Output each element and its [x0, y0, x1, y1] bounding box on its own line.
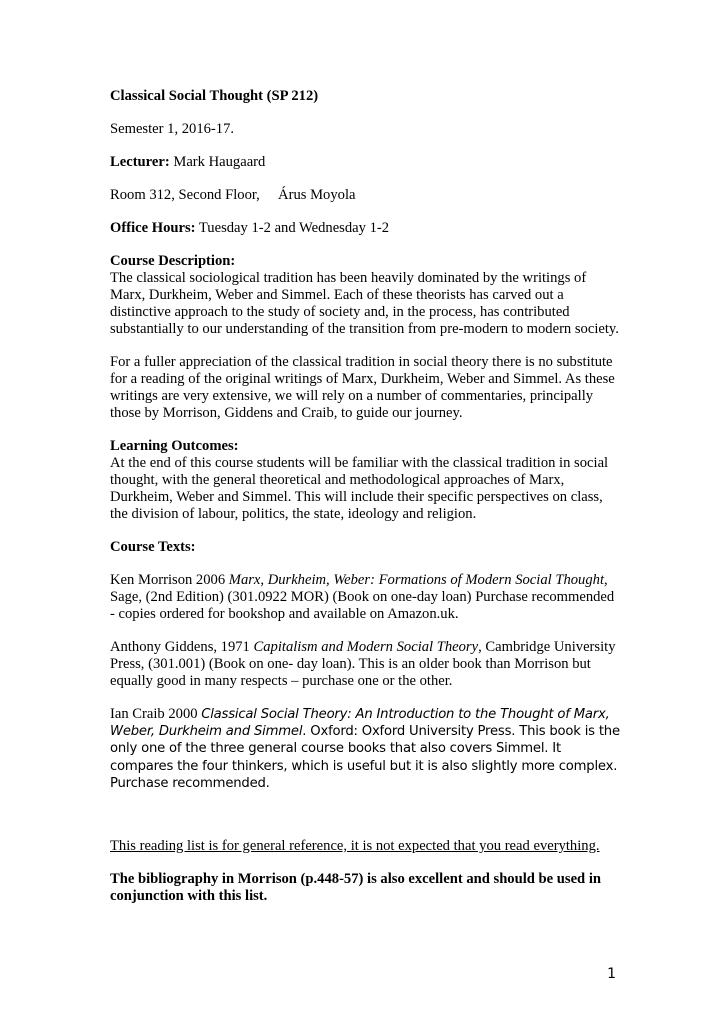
lecturer-label: Lecturer:	[110, 154, 170, 170]
course-description-heading: Course Description:	[110, 253, 236, 269]
course-description-paragraph: For a fuller appreciation of the classical tradition in social theory there is no substitute for a reading of the original writings of Marx, Durkheim, Weber and Simmel. As these writings are very extensive, we will rely on a number of commentaries, principally those by Morrison, Giddens and Craib, to guide our journey.	[110, 354, 615, 421]
bibliography-note: The bibliography in Morrison (p.448-57) is also excellent and should be used in conjunction with this list.	[110, 871, 601, 905]
learning-outcomes-heading: Learning Outcomes:	[110, 438, 239, 454]
page-number: 1	[607, 966, 616, 982]
reference-suffix: , Cambridge University Press, (301.001) (Book on one- day loan). This is an older book than Morrison but equally good in many respects – purchase one or the other.	[110, 639, 616, 689]
course-texts-heading: Course Texts:	[110, 539, 196, 555]
office-hours-label: Office Hours:	[110, 220, 196, 236]
office-hours-value: Tuesday 1-2 and Wednesday 1-2	[195, 220, 390, 236]
room-text: Room 312, Second Floor, Árus Moyola	[110, 187, 356, 203]
learning-outcomes-text: At the end of this course students will be familiar with the classical tradition in social thought, with the general theoretical and methodological approaches of Marx, Durkheim, Weber and Simmel. This will include their specific perspectives on class, the division of labour, politics, the state, ideology and religion.	[110, 455, 609, 522]
reference-suffix: , Sage, (2nd Edition) (301.0922 MOR) (Book on one-day loan) Purchase recommended - copies ordered for bookshop and available on Amazon.uk.	[110, 572, 615, 622]
reference-title: Capitalism and Modern Social Theory	[253, 639, 479, 655]
reference-title: Classical Social Theory: An Introduction to the Thought of Marx, Weber, Durkheim and Simmel	[110, 707, 610, 740]
room-line	[110, 187, 620, 204]
reference-suffix: . Oxford: Oxford University Press. This book is the only one of the three general course books that also covers Simmel. It compares the four thinkers, which is useful but it is also slightly more complex. Purchase recommended.	[110, 724, 620, 791]
lecturer-line	[110, 154, 620, 171]
reference-title: Marx, Durkheim, Weber: Formations of Modern Social Thought	[228, 572, 604, 588]
reference-prefix: Anthony Giddens, 1971	[110, 639, 254, 655]
semester-line: Semester 1, 2016-17.	[110, 121, 235, 137]
reference-morrison	[110, 572, 620, 623]
lecturer-name: Mark Haugaard	[169, 154, 266, 170]
reference-prefix: Ken Morrison 2006	[110, 572, 229, 588]
office-hours-line	[110, 220, 620, 237]
reading-list-note: This reading list is for general reference, it is not expected that you read everything.	[110, 838, 600, 855]
document-page	[110, 88, 620, 905]
reference-prefix: Ian Craib 2000	[110, 706, 202, 722]
reference-craib	[110, 706, 620, 792]
reference-giddens	[110, 639, 620, 690]
course-title: Classical Social Thought (SP 212)	[110, 88, 319, 104]
course-description-paragraph: The classical sociological tradition has been heavily dominated by the writings of Marx, Durkheim, Weber and Simmel. Each of these theorists has carved out a distinctive approach to the study of society and, in the process, has contributed substantially to our understanding of the transition from pre-modern to modern society.	[110, 270, 619, 337]
